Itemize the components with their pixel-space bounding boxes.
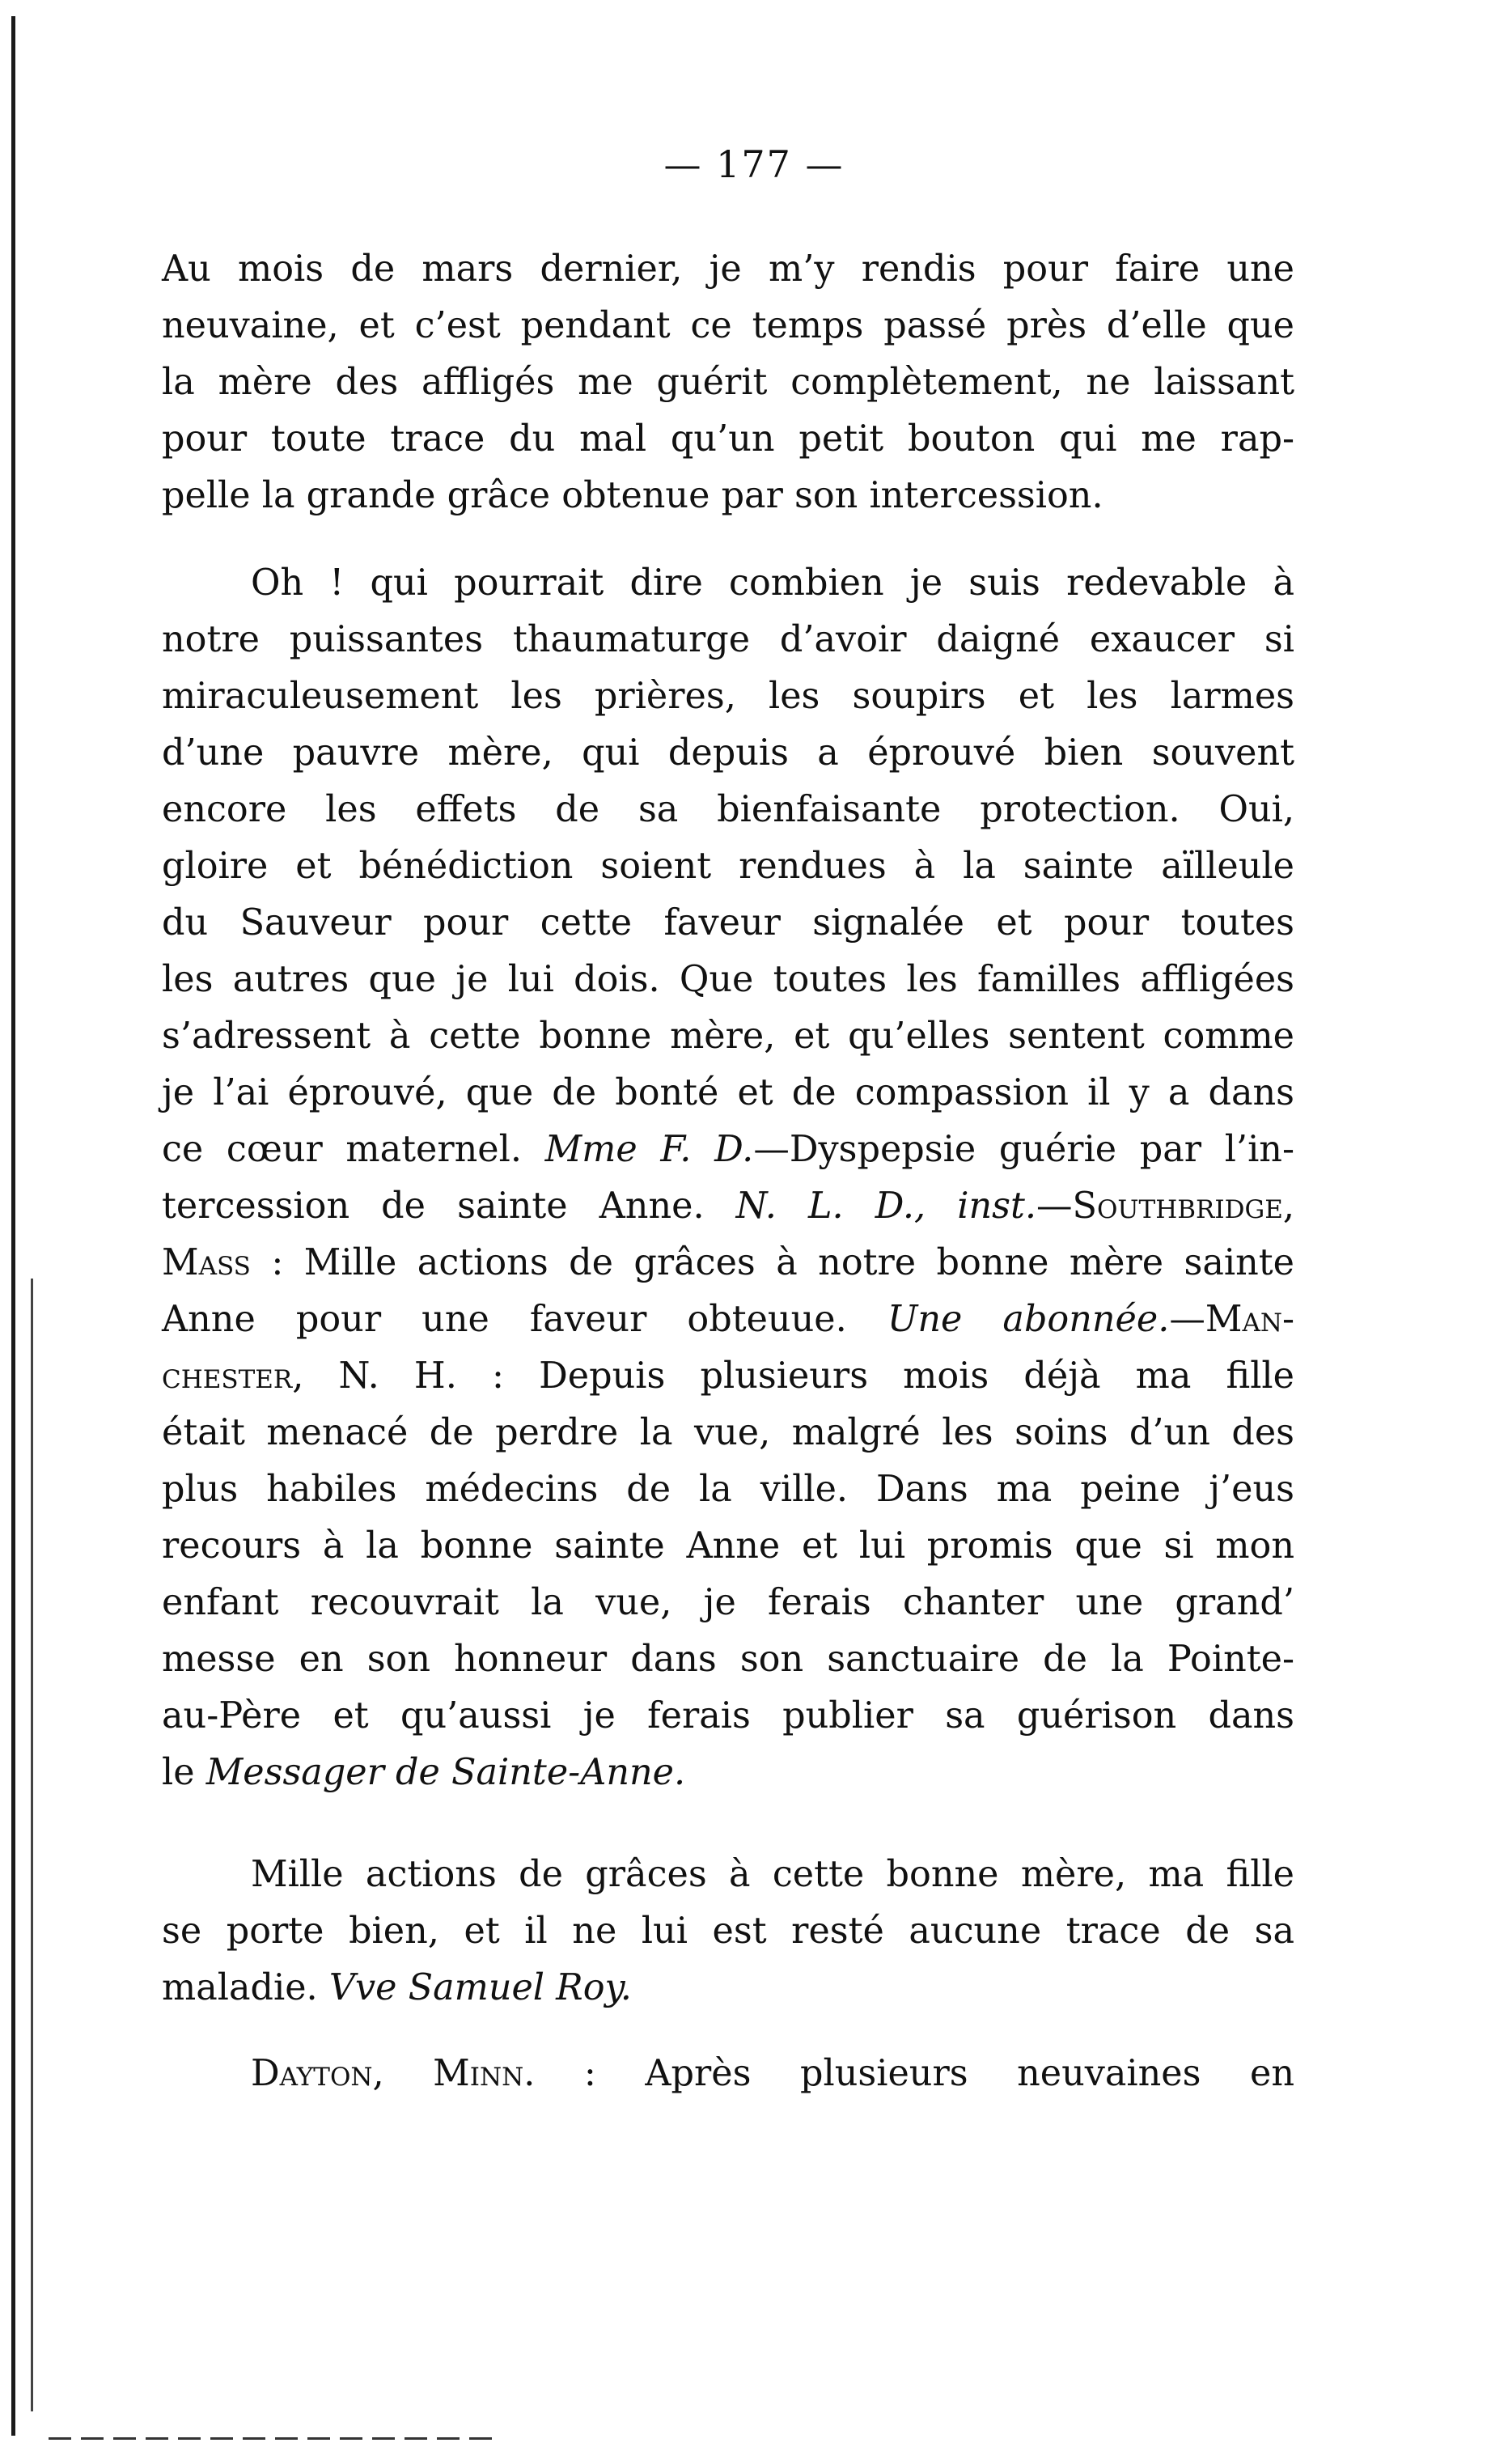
text-line: pelle la grande grâce obtenue par son intercession.: [162, 475, 1103, 516]
publication-title: Messager de Sainte-Anne.: [205, 1752, 686, 1793]
text-line: s’adressent à cette bonne mère, et qu’elles sentent comme: [162, 1016, 1294, 1057]
text-line: enfant recouvrait la vue, je ferais chanter une grand’: [162, 1582, 1294, 1623]
signature: Une abonnée.: [887, 1299, 1170, 1340]
text-line: je l’ai éprouvé, que de bonté et de compassion il y a dans: [162, 1072, 1294, 1113]
text-line: encore les effets de sa bienfaisante protection. Oui,: [162, 789, 1294, 830]
text-line: neuvaine, et c’est pendant ce temps passé près d’elle que: [162, 305, 1294, 346]
text-line: se porte bien, et il ne lui est resté aucune trace de sa: [162, 1911, 1294, 1952]
text-line: [162, 1960, 1294, 2017]
text-run: maladie.: [162, 1967, 329, 2008]
text-line: [162, 2046, 1294, 2102]
scan-artifact: [49, 2437, 502, 2440]
place-name: chester, N. H.: [162, 1355, 457, 1397]
text-line: était menacé de perdre la vue, malgré les soins d’un des: [162, 1412, 1294, 1453]
text-line: d’une pauvre mère, qui depuis a éprouvé bien souvent: [162, 732, 1294, 774]
page-binding-shadow: [31, 1279, 33, 2411]
text-run: Anne pour une faveur obteuue.: [162, 1299, 887, 1340]
text-line: recours à la bonne sainte Anne et lui promis que si mon: [162, 1525, 1294, 1567]
text-line: [162, 1235, 1294, 1291]
place-name: Mass: [162, 1242, 251, 1283]
place-name: Man-: [1205, 1299, 1294, 1340]
text-run: : Depuis plusieurs mois déjà ma fille: [456, 1355, 1294, 1397]
text-run: : Après plusieurs neuvaines en: [535, 2053, 1294, 2094]
paragraph-1: [162, 241, 1294, 524]
text-run: tercession de sainte Anne.: [162, 1185, 736, 1227]
paragraph-2: [162, 555, 1294, 1801]
text-line: [162, 1745, 1294, 1801]
text-line: du Sauveur pour cette faveur signalée et pour toutes: [162, 902, 1294, 944]
text-line: Oh ! qui pourrait dire combien je suis redevable à: [251, 562, 1294, 604]
text-line: miraculeusement les prières, les soupirs et les larmes: [162, 676, 1294, 717]
signature: N. L. D., inst.: [735, 1185, 1036, 1227]
page-number: — 177 —: [663, 142, 845, 186]
text-run: ce cœur maternel.: [162, 1129, 545, 1170]
text-line: [162, 1348, 1294, 1405]
text-run: : Mille actions de grâces à notre bonne mère sainte: [250, 1242, 1294, 1283]
place-name: Dayton, Minn.: [251, 2053, 536, 2094]
text-line: [162, 1291, 1294, 1348]
paragraph-3: [162, 1847, 1294, 2017]
text-line: [162, 1178, 1294, 1235]
signature: Mme F. D.: [544, 1129, 754, 1170]
text-line: [162, 1122, 1294, 1178]
text-line: Au mois de mars dernier, je m’y rendis pour faire une: [162, 248, 1294, 290]
text-line: plus habiles médecins de la ville. Dans ma peine j’eus: [162, 1469, 1294, 1510]
text-run: le: [162, 1752, 206, 1793]
text-run: —: [1169, 1299, 1205, 1340]
page-binding-edge: [11, 16, 15, 2436]
text-line: messe en son honneur dans son sanctuaire de la Pointe-: [162, 1639, 1294, 1680]
text-line: pour toute trace du mal qu’un petit bouton qui me rap-: [162, 418, 1294, 460]
text-line: notre puissantes thaumaturge d’avoir daigné exaucer si: [162, 619, 1294, 660]
place-name: Southbridge,: [1072, 1185, 1294, 1227]
signature: Vve Samuel Roy.: [328, 1967, 632, 2008]
text-run: —Dyspepsie guérie par l’in-: [753, 1129, 1294, 1170]
paragraph-4: [162, 2046, 1294, 2102]
text-line: Mille actions de grâces à cette bonne mère, ma fille: [251, 1854, 1294, 1895]
text-line: gloire et bénédiction soient rendues à la sainte aïlleule: [162, 846, 1294, 887]
text-run: —: [1036, 1185, 1073, 1227]
text-line: au-Père et qu’aussi je ferais publier sa guérison dans: [162, 1695, 1294, 1737]
text-line: la mère des affligés me guérit complètement, ne laissant: [162, 362, 1294, 403]
text-line: les autres que je lui dois. Que toutes les familles affligées: [162, 959, 1294, 1000]
